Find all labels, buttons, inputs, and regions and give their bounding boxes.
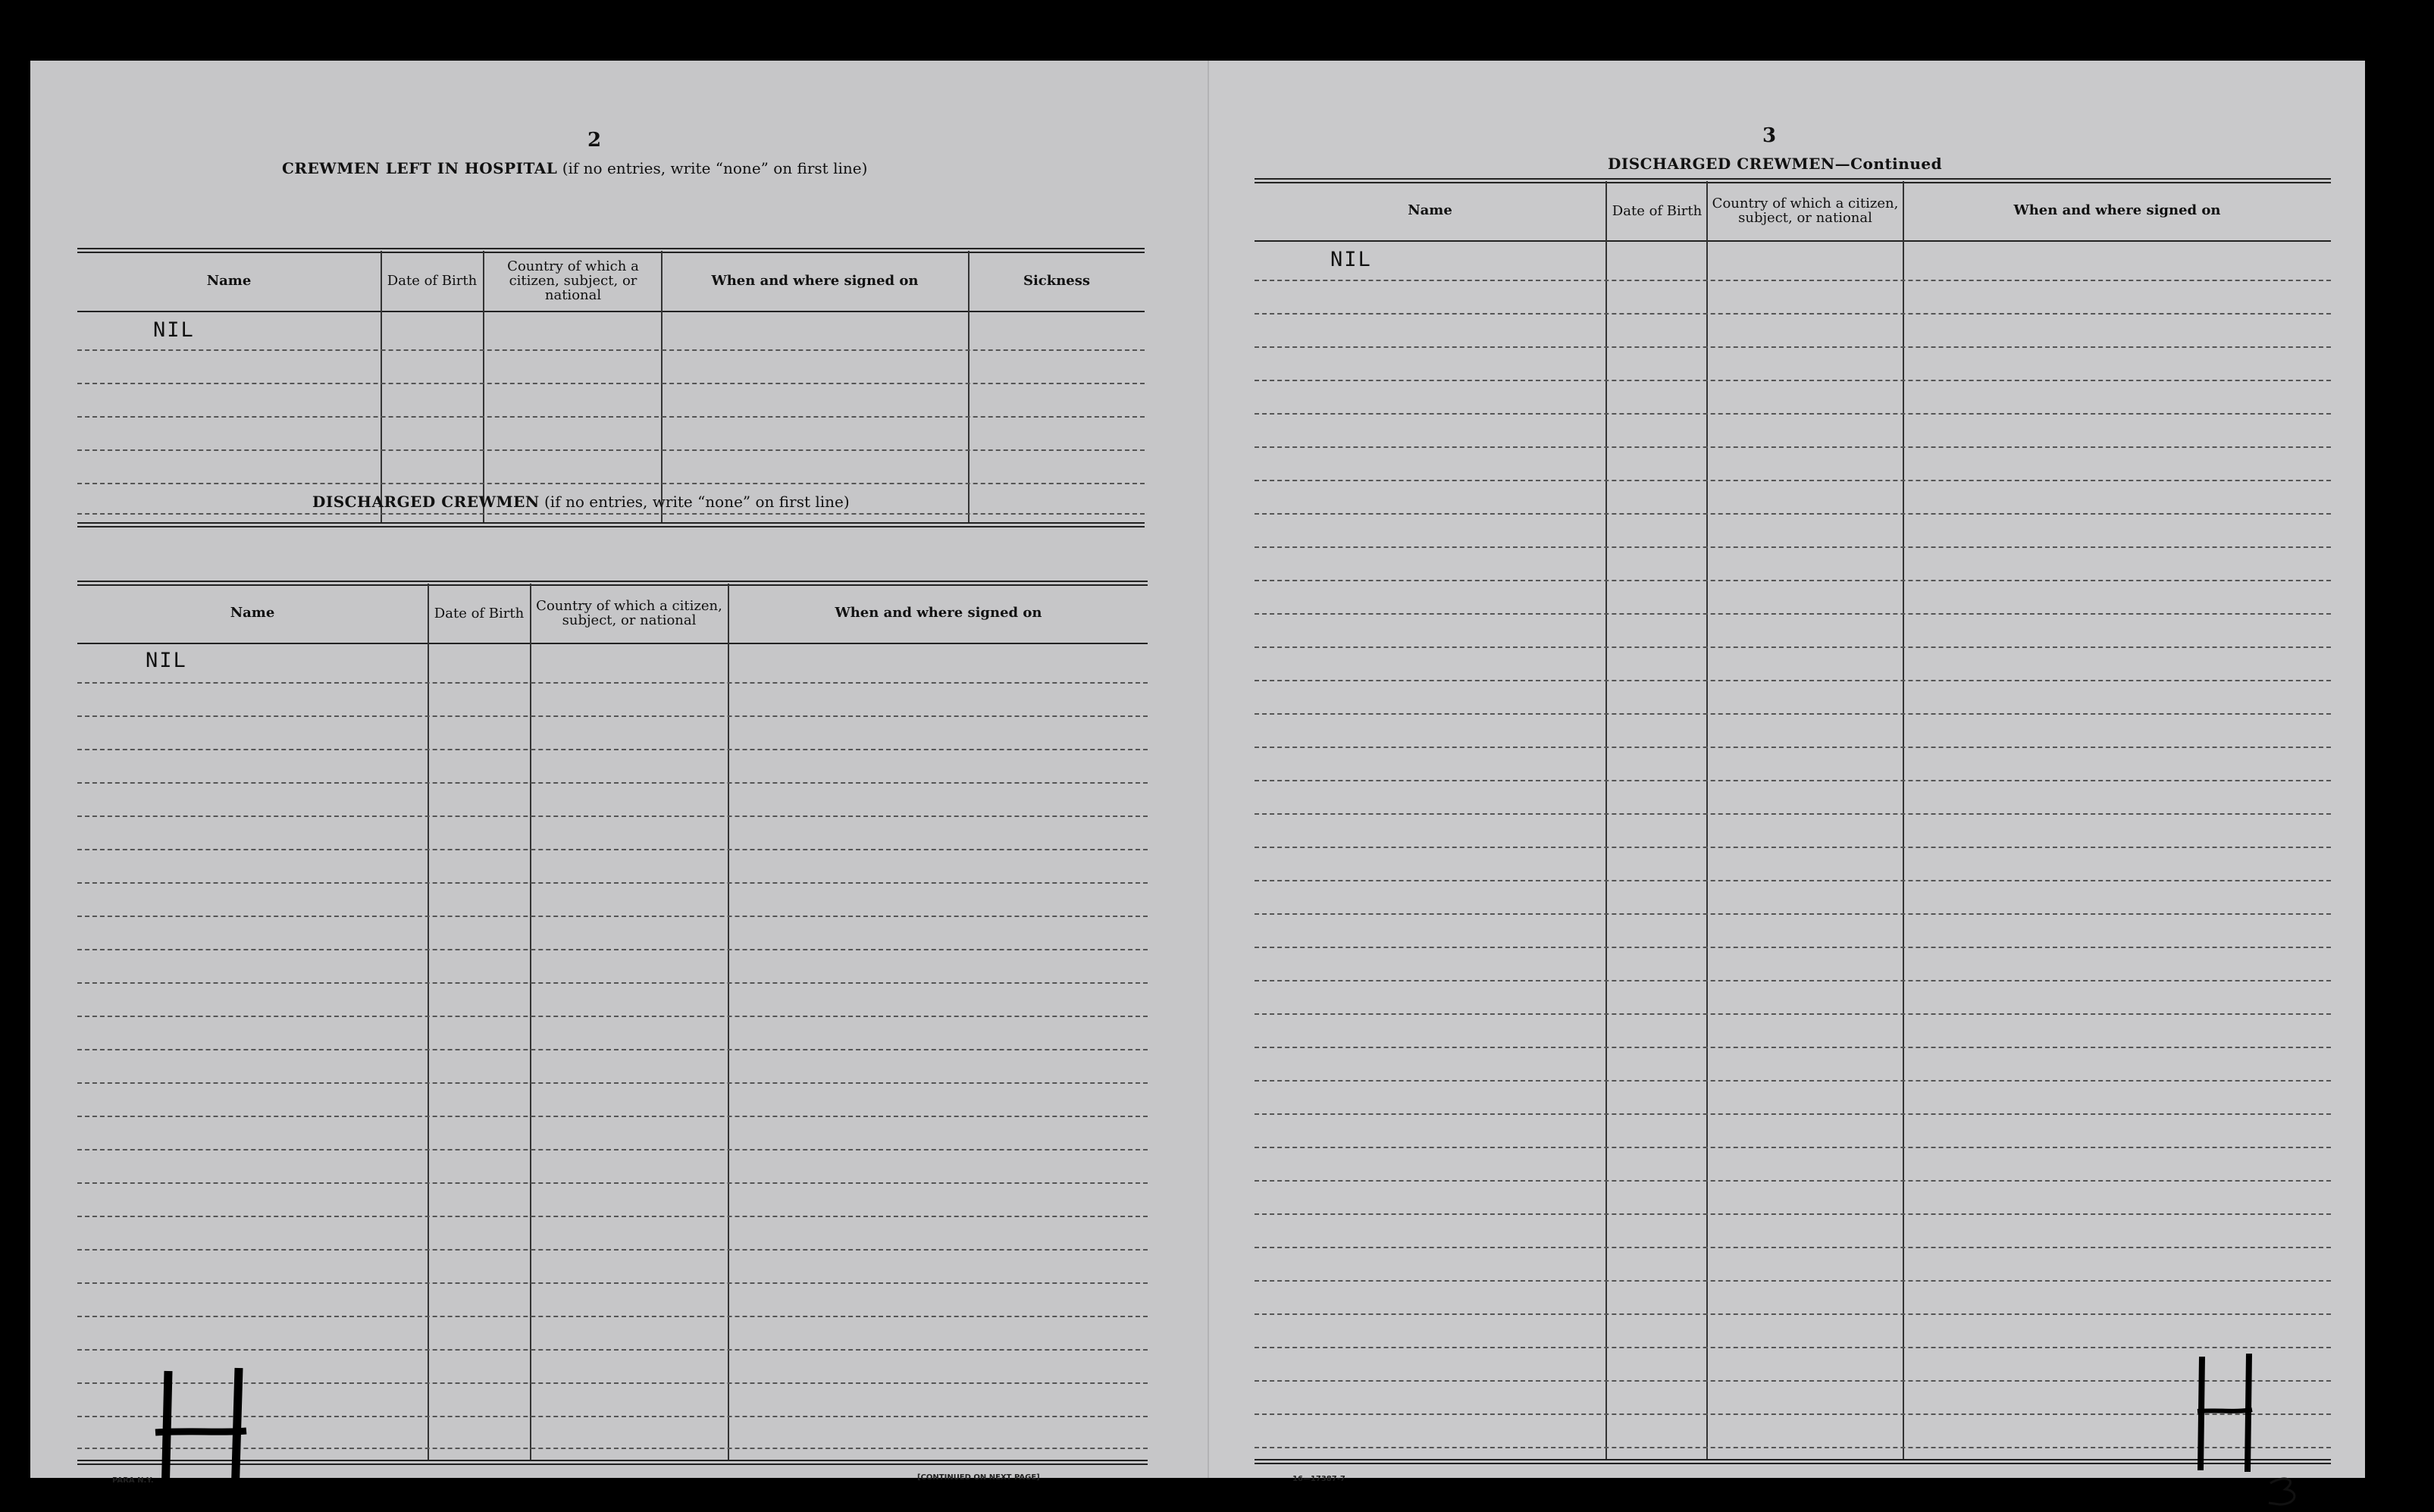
- col-header-signed-on: When and where signed on: [711, 272, 919, 289]
- ruled-line: [1255, 947, 2331, 948]
- ruled-line: [77, 949, 1148, 950]
- discharged-section-title: [312, 493, 850, 511]
- col-header-name: Name: [206, 272, 252, 289]
- col-header-country: Country of which a citizen, subject, or national: [507, 258, 639, 303]
- ruled-line: [1255, 1147, 2331, 1148]
- ruled-line: [77, 715, 1148, 717]
- ruled-line: [1255, 913, 2331, 915]
- header-bottom-rule: [77, 311, 1145, 312]
- header-bottom-rule: [1255, 240, 2331, 242]
- ruled-line: [77, 1149, 1148, 1150]
- header-bottom-rule: [77, 643, 1148, 644]
- ruled-line: [77, 782, 1148, 784]
- col-header-signed-on: When and where signed on: [835, 605, 1042, 621]
- discharged-continued-table: [1255, 178, 2331, 1470]
- handwritten-h-mark: [121, 1360, 288, 1504]
- col-divider: [1903, 181, 1904, 1459]
- col-header-dob: Date of Birth: [434, 605, 525, 621]
- ruled-line: [1255, 1047, 2331, 1048]
- ruled-line: [1255, 346, 2331, 348]
- ruled-line: [1255, 613, 2331, 615]
- ruled-line: [1255, 1113, 2331, 1115]
- discharged-table: [77, 521, 1148, 1469]
- ruled-line: [1255, 580, 2331, 581]
- ruled-line: [1255, 1313, 2331, 1315]
- continued-note: [CONTINUED ON NEXT PAGE]: [917, 1473, 1040, 1482]
- handwritten-h-mark: [2179, 1349, 2270, 1478]
- ruled-line: [1255, 513, 2331, 515]
- discharged-title-bold: DISCHARGED CREWMEN: [312, 493, 540, 511]
- ruled-line: [1255, 480, 2331, 481]
- ruled-line: [1255, 1013, 2331, 1015]
- handwritten-page-number: [2264, 1474, 2310, 1512]
- ruled-line: [1255, 847, 2331, 848]
- ruled-line: [1255, 880, 2331, 881]
- ruled-line: [77, 1316, 1148, 1317]
- col-header-country: Country of which a citizen, subject, or national: [536, 598, 722, 628]
- ruled-line: [1255, 747, 2331, 748]
- ruled-line: [77, 416, 1145, 418]
- ruled-line: [1255, 413, 2331, 415]
- col-divider: [1605, 181, 1607, 1459]
- ruled-line: [77, 349, 1145, 351]
- ruled-line: [77, 982, 1148, 984]
- form-number: 16—17387-7: [1292, 1475, 1345, 1483]
- ruled-line: [1255, 313, 2331, 315]
- ruled-line: [1255, 646, 2331, 648]
- ruled-line: [77, 682, 1148, 684]
- ruled-line: [1255, 813, 2331, 815]
- hospital-entry: NIL: [153, 318, 195, 342]
- hospital-title-note: (if no entries, write “none” on first line): [562, 159, 868, 177]
- ruled-line: [77, 483, 1145, 484]
- ruled-line: [77, 749, 1148, 750]
- ruled-line: [77, 1182, 1148, 1184]
- ruled-line: [77, 1349, 1148, 1351]
- col-header-signed-on: When and where signed on: [2013, 202, 2221, 218]
- discharged-entry: NIL: [146, 649, 187, 672]
- ruled-line: [77, 916, 1148, 917]
- discharged-continued-entry: NIL: [1330, 248, 1372, 271]
- col-header-name: Name: [230, 605, 275, 621]
- ruled-line: [1255, 1080, 2331, 1082]
- hospital-table: [77, 186, 1145, 527]
- ruled-line: [77, 1049, 1148, 1050]
- ruled-line: [1255, 1213, 2331, 1215]
- ruled-line: [77, 882, 1148, 884]
- ruled-line: [77, 1282, 1148, 1284]
- col-header-country: Country of which a citizen, subject, or national: [1712, 196, 1899, 226]
- ruled-line: [77, 1249, 1148, 1251]
- page-number: 2: [587, 129, 602, 152]
- col-divider: [483, 251, 484, 522]
- discharged-title-note: (if no entries, write “none” on first line): [544, 493, 850, 511]
- ruled-line: [1255, 546, 2331, 548]
- ruled-line: [1255, 1180, 2331, 1182]
- ruled-line: [1255, 1247, 2331, 1248]
- ruled-line: [1255, 280, 2331, 281]
- right-page: [1209, 61, 2365, 1483]
- printer-mark: PARA N.Y.: [112, 1476, 154, 1485]
- ruled-line: [77, 513, 1145, 515]
- page-number: 3: [1762, 124, 1777, 147]
- ruled-line: [1255, 980, 2331, 981]
- left-page: [30, 61, 1209, 1485]
- ruled-line: [1255, 1347, 2331, 1348]
- col-divider: [1706, 181, 1708, 1459]
- ruled-line: [1255, 680, 2331, 681]
- ruled-line: [77, 849, 1148, 850]
- hospital-section-title: [282, 159, 867, 177]
- col-header-sickness: Sickness: [1023, 272, 1091, 289]
- discharged-continued-title-bold: DISCHARGED CREWMEN: [1608, 155, 1835, 173]
- ruled-line: [1255, 1413, 2331, 1415]
- ruled-line: [1255, 1380, 2331, 1382]
- col-header-dob: Date of Birth: [1612, 202, 1703, 219]
- ruled-line: [77, 1016, 1148, 1017]
- ruled-line: [77, 815, 1148, 817]
- ruled-line: [77, 383, 1145, 384]
- ruled-line: [77, 449, 1145, 451]
- ruled-line: [1255, 1280, 2331, 1282]
- table-bottom-rule: [1255, 1459, 2331, 1464]
- ruled-line: [1255, 380, 2331, 381]
- hospital-title-bold: CREWMEN LEFT IN HOSPITAL: [282, 159, 558, 177]
- ruled-line: [77, 1216, 1148, 1217]
- ruled-line: [77, 1082, 1148, 1084]
- continued-suffix: —Continued: [1834, 155, 1943, 173]
- ruled-line: [1255, 780, 2331, 781]
- discharged-continued-title: [1608, 155, 1942, 173]
- ruled-line: [1255, 446, 2331, 448]
- col-header-name: Name: [1408, 202, 1452, 218]
- ruled-line: [1255, 1447, 2331, 1448]
- ruled-line: [1255, 713, 2331, 715]
- col-header-dob: Date of Birth: [387, 273, 478, 289]
- ruled-line: [77, 1116, 1148, 1117]
